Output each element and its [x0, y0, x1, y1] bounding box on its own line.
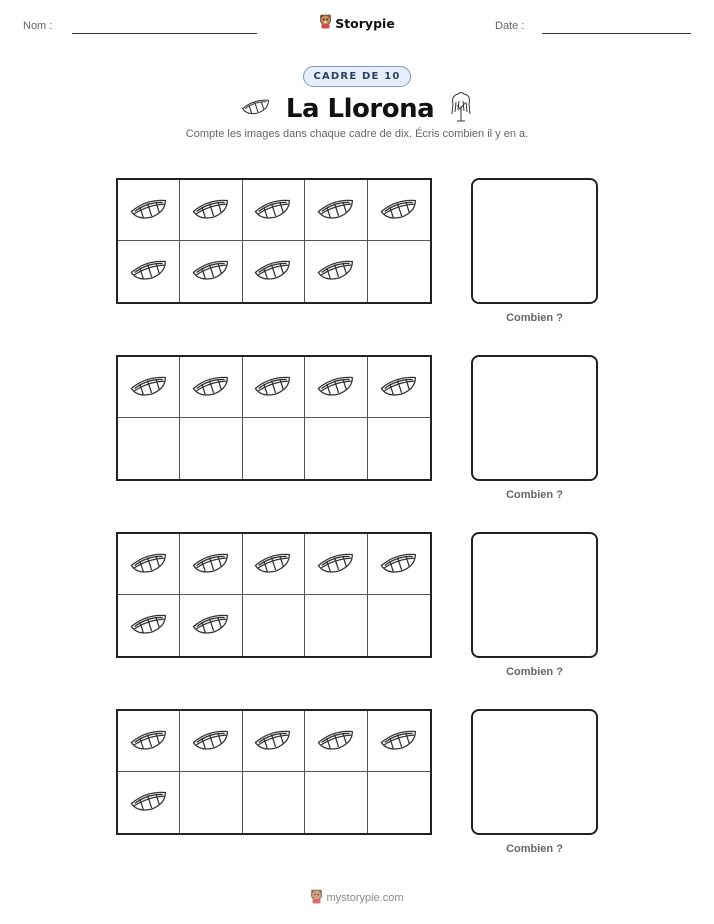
rowboat-icon	[315, 726, 357, 757]
frame-cell	[243, 595, 305, 656]
rowboat-icon	[190, 726, 232, 757]
frame-cell	[180, 180, 242, 241]
rowboat-icon	[252, 256, 294, 287]
frame-cell	[118, 595, 180, 656]
brand	[0, 13, 714, 34]
ten-frame-3	[116, 532, 432, 658]
frame-cell	[305, 534, 367, 595]
rowboat-icon	[252, 726, 294, 757]
frame-cell	[118, 357, 180, 418]
rowboat-icon	[378, 726, 420, 757]
storypie-mascot-icon	[319, 13, 332, 34]
frame-cell	[368, 357, 430, 418]
frame-cell	[118, 180, 180, 241]
rowboat-icon	[315, 256, 357, 287]
frame-cell	[305, 418, 367, 479]
ten-frame-1	[116, 178, 432, 304]
worksheet-type-badge: CADRE DE 10	[303, 66, 410, 87]
ten-frame-2	[116, 355, 432, 481]
frame-cell	[305, 772, 367, 833]
answer-box-1[interactable]	[471, 178, 598, 304]
rowboat-icon	[190, 610, 232, 641]
rowboat-icon	[190, 372, 232, 403]
rowboat-icon	[128, 256, 170, 287]
frame-cell	[243, 241, 305, 302]
frame-cell	[118, 418, 180, 479]
frame-cell	[368, 534, 430, 595]
frame-cell	[243, 357, 305, 418]
rowboat-icon	[128, 610, 170, 641]
rowboat-icon	[252, 195, 294, 226]
frame-cell	[305, 180, 367, 241]
rowboat-icon	[315, 549, 357, 580]
answer-box-4[interactable]	[471, 709, 598, 835]
frame-cell	[368, 418, 430, 479]
answer-label-2: Combien ?	[506, 489, 563, 501]
frame-cell	[180, 711, 242, 772]
footer-url: mystorypie.com	[326, 891, 404, 904]
rowboat-icon	[252, 372, 294, 403]
rowboat-icon	[128, 787, 170, 818]
frame-cell	[243, 534, 305, 595]
answer-box-2[interactable]	[471, 355, 598, 481]
frame-cell	[368, 711, 430, 772]
rowboat-icon	[378, 195, 420, 226]
frame-cell	[180, 772, 242, 833]
frame-cell	[243, 772, 305, 833]
rowboat-icon	[128, 372, 170, 403]
frame-cell	[305, 595, 367, 656]
answer-label-4: Combien ?	[506, 843, 563, 855]
rowboat-icon	[240, 96, 272, 121]
date-line[interactable]	[542, 33, 691, 34]
frame-cell	[305, 241, 367, 302]
instructions: Compte les images dans chaque cadre de dix. Écris combien il y en a.	[185, 128, 529, 140]
frame-cell	[118, 711, 180, 772]
date-label: Date :	[495, 20, 525, 32]
frame-cell	[243, 418, 305, 479]
footer	[0, 888, 714, 909]
answer-label-1: Combien ?	[506, 312, 563, 324]
rowboat-icon	[378, 372, 420, 403]
frame-cell	[243, 180, 305, 241]
answer-label-3: Combien ?	[506, 666, 563, 678]
frame-cell	[243, 711, 305, 772]
frame-cell	[368, 595, 430, 656]
rowboat-icon	[190, 195, 232, 226]
frame-cell	[118, 772, 180, 833]
frame-cell	[305, 711, 367, 772]
frame-cell	[368, 180, 430, 241]
frame-cell	[368, 241, 430, 302]
frame-cell	[180, 534, 242, 595]
rowboat-icon	[190, 549, 232, 580]
frame-cell	[118, 534, 180, 595]
frame-cell	[180, 357, 242, 418]
rowboat-icon	[315, 195, 357, 226]
rowboat-icon	[190, 256, 232, 287]
brand-name: Storypie	[335, 16, 395, 31]
answer-box-3[interactable]	[471, 532, 598, 658]
willow-tree-icon	[448, 90, 474, 127]
frame-cell	[368, 772, 430, 833]
rowboat-icon	[128, 195, 170, 226]
frame-cell	[180, 241, 242, 302]
rowboat-icon	[315, 372, 357, 403]
rowboat-icon	[378, 549, 420, 580]
name-label: Nom :	[23, 20, 53, 32]
frame-cell	[118, 241, 180, 302]
rowboat-icon	[128, 549, 170, 580]
rowboat-icon	[252, 549, 294, 580]
rowboat-icon	[128, 726, 170, 757]
frame-cell	[180, 418, 242, 479]
frame-cell	[180, 595, 242, 656]
storypie-mascot-icon	[310, 888, 323, 907]
ten-frame-4	[116, 709, 432, 835]
frame-cell	[305, 357, 367, 418]
worksheet-title: La Llorona	[285, 93, 435, 124]
